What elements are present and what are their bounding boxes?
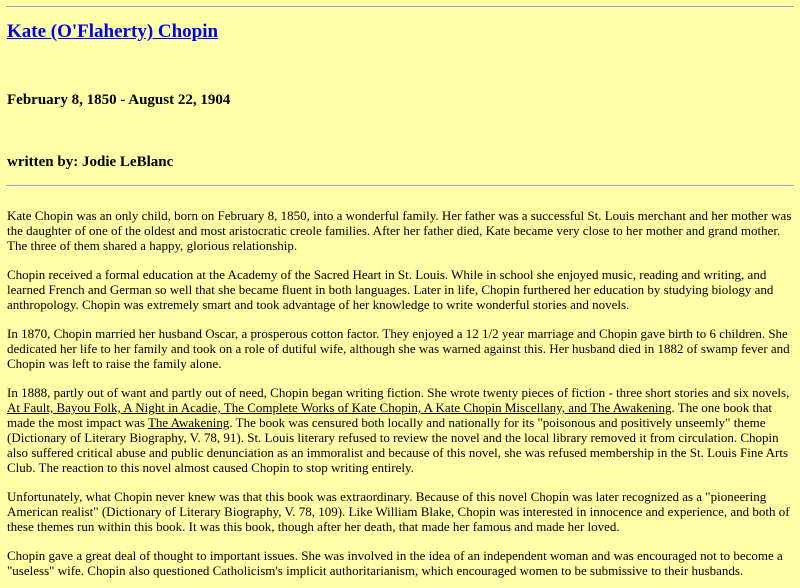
paragraph-issues: Chopin gave a great deal of thought to important issues. She was involved in the idea of an independent woman and was encouraged not to become a "useless" wife. Chopin also questioned Catholicism's implicit authoritarianism, which encouraged women to be submissive to their husbands. — [7, 548, 783, 578]
paragraph-writing-text-2: . The one book that made the most impact was — [7, 400, 773, 430]
page-title — [7, 20, 218, 44]
title-link[interactable]: Kate (O'Flaherty) Chopin — [7, 21, 219, 42]
header-divider — [6, 185, 794, 187]
paragraph-childhood: Kate Chopin was an only child, born on February 8, 1850, into a wonderful family. Her father was a successful St. Louis merchant and her mother was the daughter of one of the oldest and most aristocratic creole families. After her father died, Kate became very close to her mother and grand mother. The three of them shared a happy, glorious relationship. — [7, 208, 792, 253]
paragraph-writing-text-3: . The book was censured both locally and nationally for its "poisonous and positively unseemly" theme (Dictionary of Literary Biography, V. 78, 91). St. Louis literary refused to review the novel and the local library removed it from circulation. Chopin also suffered critical abuse and public denunciation as an immoralist and because of this novel, she was refused membership in the St. Louis Fine Arts Club. The reaction to this novel almost caused Chopin to stop writing entirely. — [7, 415, 789, 475]
paragraph-marriage: In 1870, Chopin married her husband Oscar, a prosperous cotton factor. They enjoyed a 12 1/2 year marriage and Chopin gave birth to 6 children. She dedicated her life to her family and took on a role of dutiful wife, although she was warned against this. Her husband died in 1882 of swamp fever and Chopin was left to raise the family alone. — [7, 326, 790, 371]
paragraph-writing — [7, 385, 793, 475]
paragraph-legacy: Unfortunately, what Chopin never knew was that this book was extraordinary. Because of this novel Chopin was later recognized as a "pioneering American realist" (Dictionary of Literary Biography, V. 78, 109). Like William Blake, Chopin was interested in innocence and experience, and both of these themes run within this book. It was this book, though after her death, that made her famous and made her loved. — [7, 489, 790, 534]
paragraph-writing-text-1: In 1888, partly out of want and partly out of need, Chopin began writing fiction. She wrote twenty pieces of fiction - three short stories and six novels, — [7, 385, 790, 400]
works-link[interactable]: At Fault, Bayou Folk, A Night in Acadie, The Complete Works of Kate Chopin, A Kate Chopin Miscellany, and The Awakening — [7, 400, 672, 415]
the-awakening-link[interactable]: The Awakening — [147, 415, 230, 430]
article-body — [7, 208, 793, 588]
life-dates: February 8, 1850 - August 22, 1904 — [7, 92, 231, 108]
paragraph-education: Chopin received a formal education at the Academy of the Sacred Heart in St. Louis. While in school she enjoyed music, reading and writing, and learned French and German so well that she became fluent in both languages. Later in life, Chopin furthered her education by studying biology and anthropology. Chopin was extremely smart and took advantage of her knowledge to write wonderful stories and novels. — [7, 267, 774, 312]
top-divider — [6, 6, 794, 8]
author-byline: written by: Jodie LeBlanc — [7, 154, 174, 170]
